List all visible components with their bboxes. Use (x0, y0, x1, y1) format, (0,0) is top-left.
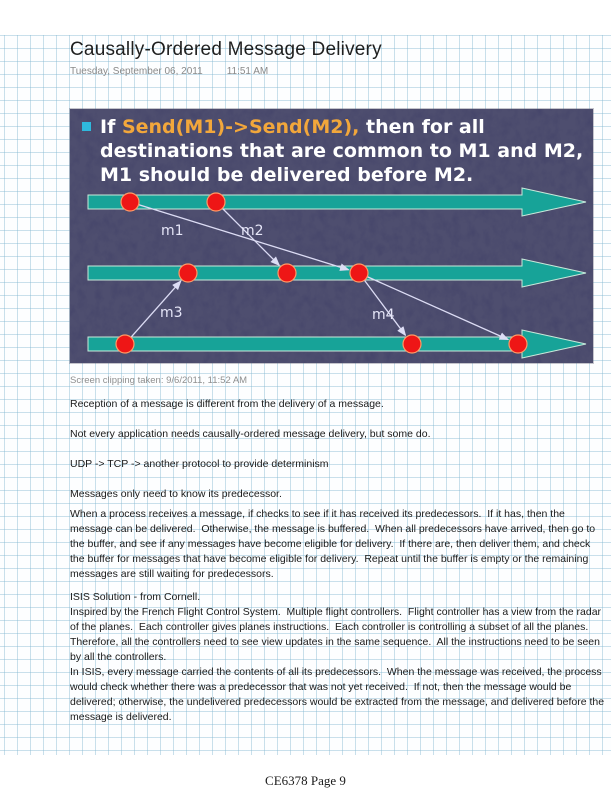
note-paragraph: In ISIS, every message carried the contents of all its predecessors. When the message was received, the process would check whether there was a predecessor that was not yet received. If not, then the message would be delivered; otherwise, the undelivered predecessors would be extracted from the message, and delivered before the message is delivered. (70, 666, 607, 723)
page-date: Tuesday, September 06, 2011 (70, 66, 203, 77)
bullet-square-icon (82, 122, 91, 131)
label-m2: m2 (241, 223, 264, 239)
event-dot-send-m1 (121, 193, 139, 211)
note-paragraph: UDP -> TCP -> another protocol to provide determinism (70, 458, 329, 470)
event-dot-receive-m2 (278, 264, 296, 282)
slide-title-line-3: M1 should be delivered before M2. (100, 164, 474, 186)
page-title: Causally-Ordered Message Delivery (70, 39, 382, 60)
label-m3: m3 (160, 305, 183, 321)
event-dot-send-m2 (207, 193, 225, 211)
event-dot-receive-multicast (509, 335, 527, 353)
slide-image (70, 109, 593, 363)
note-paragraph: Messages only need to know its predecessor. (70, 488, 282, 500)
note-paragraph: Inspired by the French Flight Control System. Multiple flight controllers. Flight controller has a view from the radar of the planes. Each controller gives planes instructions. Each controller is controlling a subset of all the planes. Therefore, all the controllers need to see view updates in the same sequence. All the instructions need to be seen by all the controllers. (70, 606, 604, 663)
note-paragraph: When a process receives a message, if checks to see if it has received its predecessors. If it has, then the message can be delivered. Otherwise, the message is buffered. When all predecessors have arrived, then go to the buffer, and see if any messages have become eligible for delivery. If there are, then deliver them, and check the buffer for messages that have become eligible for delivery. Repeat until the buffer is empty or the remaining messages are still waiting for predecessors. (70, 508, 599, 580)
event-dot-receive-m3 (179, 264, 197, 282)
slide-title-line-1: If Send(M1)->Send(M2), then for all (100, 116, 485, 138)
notes-body (70, 397, 607, 725)
slide-title-line-2: destinations that are common to M1 and M2, (100, 140, 584, 162)
screen-clipping-caption: Screen clipping taken: 9/6/2011, 11:52 AM (70, 375, 248, 386)
event-dot-send-m3 (116, 335, 134, 353)
page-time: 11:51 AM (226, 66, 269, 77)
label-m1: m1 (161, 223, 184, 239)
note-paragraph: Reception of a message is different from the delivery of a message. (70, 398, 384, 410)
screen-clipping-slide (70, 109, 593, 363)
note-paragraph: ISIS Solution - from Cornell. (70, 591, 201, 603)
note-paragraph: Not every application needs causally-ordered message delivery, but some do. (70, 428, 431, 440)
page-footer: CE6378 Page 9 (265, 773, 346, 788)
event-dot-receive-m1 (350, 264, 368, 282)
label-m4: m4 (372, 307, 395, 323)
event-dot-receive-m4 (403, 335, 421, 353)
page-date-line (70, 66, 268, 77)
